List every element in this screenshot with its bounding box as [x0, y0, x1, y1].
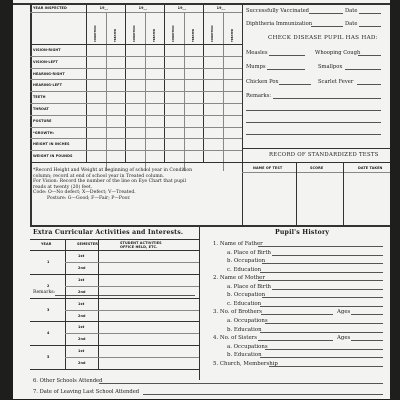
health-row-rule — [30, 79, 242, 80]
history-item-label: 2. Name of Mother — [213, 275, 265, 282]
history-item-label: a. Place of Birth — [227, 283, 271, 290]
scarlet-line[interactable] — [357, 84, 381, 85]
smallpox-label: Smallpox — [318, 64, 343, 70]
extra-semester-2: 2nd — [78, 337, 86, 342]
history-item-line[interactable] — [260, 272, 383, 273]
extra-table-top — [30, 239, 199, 240]
health-row-rule — [30, 150, 242, 151]
diphtheria-date-line[interactable] — [359, 26, 381, 27]
history-item-line[interactable] — [258, 246, 383, 247]
health-row-rule — [30, 103, 242, 104]
health-row-rule — [30, 56, 242, 57]
history-item-label: a. Place of Birth — [227, 249, 271, 256]
whooping-label: Whooping Cough — [315, 50, 361, 56]
tests-top-rule — [242, 148, 390, 149]
health-note-line: *Record Height and Weight at beginning of school year in Condition — [33, 168, 193, 173]
col-treated: TREATED — [152, 28, 156, 42]
health-row-label: HEIGHT IN INCHES — [33, 142, 70, 147]
history-item-line[interactable] — [260, 357, 383, 358]
extra-semester-1: 1st — [78, 277, 85, 282]
health-row-label: TEETH — [33, 95, 46, 100]
extra-col-activities-1: STUDENT ACTIVITIES — [120, 241, 162, 245]
extra-semester-rule — [65, 333, 199, 334]
col-treated: TREATED — [113, 28, 117, 42]
tests-header-bottom — [242, 172, 390, 173]
extra-col-divider-2 — [98, 239, 99, 369]
health-note-line: reads at twenty (20) feet. — [33, 184, 93, 190]
extra-year-3: 3 — [47, 307, 50, 312]
extra-semester-1: 1st — [78, 301, 85, 306]
extra-col-divider-1 — [65, 239, 66, 369]
other-schools-label: 6. Other Schools Attended — [33, 378, 103, 384]
extra-year-4: 4 — [47, 331, 50, 336]
extra-col-semester: SEMESTER — [77, 242, 98, 246]
tests-heading: RECORD OF STANDARDIZED TESTS — [269, 152, 379, 158]
extra-header-bottom — [30, 250, 199, 251]
health-row-label: VISION-LEFT — [33, 59, 58, 64]
history-item-label: 4. No. of Sisters — [213, 335, 257, 342]
extra-heading: Extra Curricular Activities and Interests. — [33, 229, 184, 236]
vacc-remarks-line-4[interactable] — [246, 134, 381, 135]
vacc-remarks-line-2[interactable] — [246, 110, 381, 111]
year-cell: 19__ — [99, 6, 109, 10]
health-row-rule — [30, 138, 242, 139]
years-label: YEAR INSPECTED — [33, 6, 67, 10]
tests-col-date: DATE TAKEN — [358, 166, 383, 170]
smallpox-line[interactable] — [345, 69, 381, 70]
history-count-line[interactable] — [261, 314, 333, 315]
history-item-label: b. Education — [227, 352, 262, 359]
extra-semester-rule — [65, 262, 199, 263]
mumps-label: Mumps — [246, 64, 266, 70]
history-item-line[interactable] — [262, 263, 383, 264]
extra-year-rule — [30, 298, 199, 299]
history-item-line[interactable] — [260, 332, 383, 333]
vaccinated-line[interactable] — [309, 13, 343, 14]
health-remarks-label: Remarks: — [33, 290, 56, 295]
health-row-rule — [30, 127, 242, 128]
health-note-line: Code: O—No defect; X—Defect; V—Treated. — [33, 190, 136, 196]
history-item-line[interactable] — [269, 366, 383, 367]
history-item-line[interactable] — [272, 289, 383, 290]
health-note-line: Posture: G—Good; F—Fair; P—Poor. — [47, 196, 131, 201]
vaccinated-label: Successfully Vaccinated — [246, 8, 309, 14]
diphtheria-line[interactable] — [311, 26, 343, 27]
health-row-rule — [30, 68, 242, 69]
history-item-line[interactable] — [265, 349, 383, 350]
extra-semester-2: 2nd — [78, 289, 86, 294]
history-item-line[interactable] — [262, 297, 383, 298]
check-disease-heading: CHECK DISEASE PUPIL HAS HAD: — [268, 35, 378, 41]
history-item-label: a. Occupations — [227, 317, 268, 324]
health-row-label: WEIGHT IN POUNDS — [33, 154, 73, 159]
chicken-pox-label: Chicken Pox — [246, 79, 279, 85]
diphtheria-date-label: Date — [345, 21, 358, 27]
tests-col-divider-2 — [343, 162, 344, 225]
health-row-label: THROAT — [33, 107, 49, 111]
extra-semester-rule — [65, 357, 199, 358]
history-item-line[interactable] — [258, 280, 383, 281]
mumps-line[interactable] — [267, 69, 305, 70]
health-row-label: VISION-RIGHT — [33, 48, 61, 52]
measles-label: Measles — [246, 50, 268, 56]
history-item-label: c. Education — [227, 300, 262, 307]
diphtheria-label: Diphtheria Immunization — [246, 21, 313, 27]
history-item-label: 1. Name of Father — [213, 241, 263, 247]
history-item-label: b. Occupation — [227, 292, 266, 299]
history-item-label: 5. Church, Membership — [213, 360, 278, 367]
history-ages-line[interactable] — [351, 340, 383, 341]
vaccinated-date-label: Date — [345, 8, 358, 14]
health-remarks-line[interactable] — [55, 295, 195, 296]
health-row-rule — [30, 115, 242, 116]
health-row-label: HEARING-LEFT — [33, 83, 62, 88]
extra-col-activities-2: OFFICE HELD, ETC. — [120, 245, 158, 249]
col-condition: CONDITION — [133, 25, 137, 42]
lower-center-divider — [199, 225, 200, 380]
section-divider — [30, 225, 390, 227]
vacc-remarks-label: Remarks: — [246, 93, 272, 99]
history-count-line[interactable] — [258, 340, 333, 341]
col-condition: CONDITION — [172, 25, 176, 42]
vacc-remarks-line-1[interactable] — [273, 98, 381, 99]
year-cell: 19__ — [177, 6, 187, 10]
extra-col-year: YEAR — [41, 242, 52, 246]
health-note-line: For Vision: Record the number of the line on Eye Chart that pupil — [33, 179, 186, 185]
history-ages-label: Ages — [337, 309, 351, 316]
extra-semester-1: 1st — [78, 325, 85, 330]
history-item-label: c. Education — [227, 266, 262, 273]
grid-header-bottom — [30, 44, 242, 45]
year-cell: 19__ — [216, 6, 226, 10]
extra-year-rule — [30, 321, 199, 322]
health-note-line: column; record at end of school year in Treated column. — [33, 173, 165, 179]
extra-semester-2: 2nd — [78, 265, 86, 270]
history-ages-line[interactable] — [351, 314, 383, 315]
grid-col-line — [242, 3, 243, 162]
tests-header-top — [242, 162, 390, 163]
history-item-line[interactable] — [272, 255, 383, 256]
extra-year-2: 2 — [47, 283, 50, 288]
col-treated: TREATED — [191, 28, 195, 42]
year-row-rule — [30, 12, 242, 13]
extra-year-rule — [30, 345, 199, 346]
health-row-label: POSTURE — [33, 118, 52, 123]
extra-semester-1: 1st — [78, 254, 85, 258]
extra-semester-rule — [65, 286, 199, 287]
health-row-label: *GROWTH: — [33, 130, 55, 135]
history-item-line[interactable] — [260, 306, 383, 307]
extra-year-rule — [30, 274, 199, 275]
history-item-label: b. Occupation — [227, 258, 266, 265]
history-ages-label: Ages — [337, 335, 351, 342]
col-treated: TREATED — [230, 28, 234, 42]
vaccinated-date-line[interactable] — [359, 13, 381, 14]
extra-year-rule — [30, 369, 199, 370]
extra-year-1: 1 — [47, 259, 50, 264]
history-item-label: b. Education — [227, 326, 262, 333]
health-row-rule — [30, 91, 242, 92]
extra-semester-2: 2nd — [78, 361, 86, 366]
col-condition: CONDITION — [211, 25, 215, 42]
extra-year-5: 5 — [47, 355, 50, 360]
vacc-remarks-line-3[interactable] — [246, 122, 381, 123]
health-row-label: HEARING-RIGHT — [33, 71, 65, 76]
history-item-line[interactable] — [265, 323, 383, 324]
other-schools-line[interactable] — [99, 383, 383, 384]
chicken-pox-line[interactable] — [279, 84, 311, 85]
col-condition: CONDITION — [94, 25, 98, 42]
record-card — [13, 0, 390, 399]
extra-semester-1: 1st — [78, 349, 85, 354]
year-cell: 19__ — [138, 6, 148, 10]
whooping-line[interactable] — [358, 55, 381, 56]
date-leaving-label: 7. Date of Leaving Last School Attended — [33, 389, 140, 395]
extra-semester-rule — [65, 310, 199, 311]
tests-col-name: NAME OF TEST — [253, 166, 283, 170]
scarlet-label: Scarlet Fever — [318, 79, 354, 85]
measles-line[interactable] — [269, 55, 305, 56]
tests-col-score: SCORE — [310, 166, 324, 170]
history-heading: Pupil's History — [275, 229, 330, 236]
history-item-label: a. Occupations — [227, 343, 268, 350]
grid-bottom — [30, 162, 242, 163]
history-item-label: 3. No. of Brothers — [213, 309, 263, 316]
extra-semester-2: 2nd — [78, 313, 86, 318]
top-border — [13, 3, 390, 5]
tests-col-divider-1 — [296, 162, 297, 225]
date-leaving-line[interactable] — [143, 394, 383, 395]
